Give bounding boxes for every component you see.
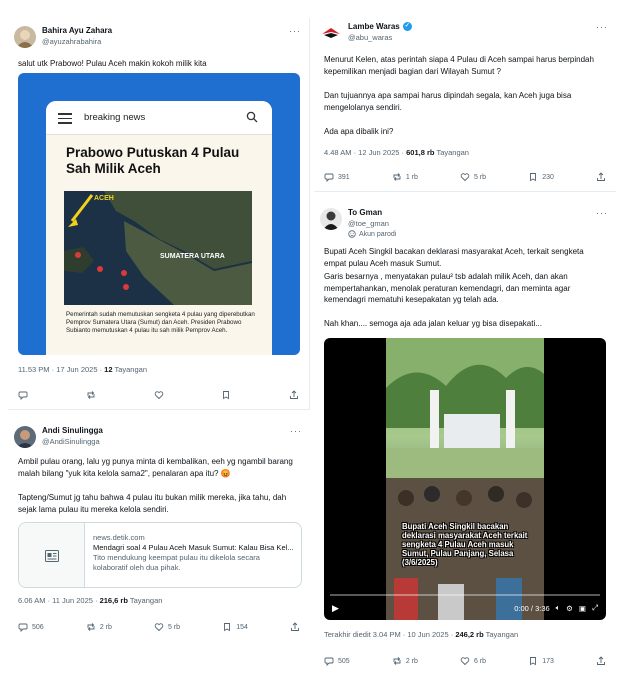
repost-icon [86,390,96,400]
fullscreen-icon[interactable]: ⤢ [592,603,598,612]
map-image [64,191,252,305]
volume-icon[interactable]: 🔈︎ [555,603,561,612]
article-icon [19,523,85,588]
parody-badge [348,230,396,238]
tweet-text: salut utk Prabowo! Pulau Aceh makin kokoh milik kita [18,59,207,68]
tweet-card[interactable] [314,14,616,192]
avatar[interactable] [14,26,36,48]
tweet-meta [18,365,147,374]
like-button[interactable]: 6 rb [460,656,486,666]
author-handle[interactable]: @ayuzahrabahira [42,37,102,46]
share-button[interactable] [289,390,299,400]
card-domain: news.detik.com [93,533,145,542]
news-screenshot [46,101,272,355]
news-caption: Pemerintah sudah memutuskan sengketa 4 pulau yang diperebutkan Pemprov Sumatera Utara (Sumut) dan Aceh. Presiden Prabowo Subianto memutuskan 4 pulau itu sah milik Pemprov Aceh. [66,311,255,334]
bookmark-icon [528,172,538,182]
timestamp[interactable]: 11.53 PM · 17 Jun 2025 · [18,365,105,374]
reply-icon [324,656,334,666]
author-name[interactable]: Lambe Waras [348,22,400,31]
share-button[interactable] [596,656,606,666]
view-count: 246,2 rb [455,630,484,639]
bookmark-button[interactable] [221,390,235,400]
author-handle[interactable]: @toe_gman [348,219,389,228]
bookmark-icon [528,656,538,666]
views-label: Tayangan [434,148,469,157]
app-bar-label: breaking news [84,112,146,123]
heart-icon [460,656,470,666]
heart-icon [154,390,164,400]
repost-button[interactable]: 1 rb [392,172,418,182]
views-label: Tayangan [127,596,163,605]
reply-button[interactable]: 506 [18,622,44,632]
author-name[interactable]: Bahira Ayu Zahara [42,26,113,35]
tweet-header [14,24,305,54]
like-button[interactable]: 5 rb [154,622,180,632]
card-title: Mendagri soal 4 Pulau Aceh Masuk Sumut: Kalau Bisa Kel... [93,543,294,552]
video-frame [386,338,544,620]
video-time: 0:00 / 3:36 [514,603,550,613]
action-bar [18,388,299,402]
tweet-text: Nah khan.... semoga aja ada jalan keluar yg bisa disepakati... [324,319,542,328]
views-label: Tayangan [112,365,147,374]
view-count: 216,6 rb [99,596,128,605]
tweet-text: Tapteng/Sumut jg tahu bahwa 4 pulau itu bukan milik mereka, jika tahu, dah sejak lama pulau itu mereka kelola sendiri. [18,493,287,514]
reply-button[interactable]: 391 [324,172,350,182]
heart-icon [460,172,470,182]
theater-mask-icon [348,230,356,238]
bookmark-button[interactable]: 154 [222,622,248,632]
tweet-meta [324,630,518,639]
view-count: 12 [104,365,113,374]
author-name[interactable]: To Gman [348,208,383,217]
views-label: Tayangan [483,630,519,639]
share-icon [290,622,300,632]
share-button[interactable] [290,622,300,632]
reply-icon [324,172,334,182]
video-player[interactable] [324,338,606,620]
reply-button[interactable]: 505 [324,656,350,666]
repost-button[interactable]: 2 rb [86,622,112,632]
heart-icon [154,622,164,632]
tweet-text: Ambil pulau orang, lalu yg punya minta di kembalikan, eeh yg ngambil barang malah bilang "yuk kita kelola sama2", penalaran apa itu? 😡 [18,457,293,478]
reply-icon [18,622,28,632]
card-description: Tito mendukung keempat pulau itu dikelola secara kolaboratif oleh dua pihak. [93,553,260,572]
tweet-text: Bupati Aceh Singkil bacakan deklarasi masyarakat Aceh, terkait sengketa empat pulau Aceh masuk Sumut. [324,247,584,268]
bookmark-button[interactable]: 230 [528,172,554,182]
more-options-icon[interactable]: ··· [596,22,608,32]
avatar[interactable] [320,22,342,44]
action-bar [18,620,300,634]
video-controls [324,596,606,620]
map-label-sumut: SUMATERA UTARA [160,253,225,260]
bookmark-icon [221,390,231,400]
action-bar [324,654,606,668]
map-label-aceh: ACEH [94,195,114,202]
tweet-header [14,424,306,454]
action-bar [324,170,606,184]
more-options-icon[interactable]: ··· [289,26,301,36]
share-icon [289,390,299,400]
view-count: 601,8 rb [406,148,435,157]
author-handle[interactable]: @abu_waras [348,33,393,42]
settings-icon[interactable]: ⚙︎ [566,603,573,613]
share-icon [596,172,606,182]
tweet-text: Menurut Kelen, atas perintah siapa 4 Pulau di Aceh sampai harus berpindah kepemilikan menjadi bagian dari Wilayah Sumut ? [324,55,594,76]
verified-badge-icon: ✓ [404,23,410,29]
timestamp[interactable]: 4.48 AM · 12 Jun 2025 · [324,148,407,157]
tweet-text: Dan tujuannya apa sampai harus dipindah segala, kan Aceh juga bisa mengelolanya sendiri. [324,91,572,112]
reply-icon [18,390,28,400]
tweet-text: Ada apa dibalik ini? [324,127,394,136]
app-bar [46,101,272,135]
avatar[interactable] [14,426,36,448]
link-card[interactable] [18,522,302,588]
like-button[interactable] [154,390,168,400]
share-button[interactable] [596,172,606,182]
timestamp[interactable]: 6.06 AM · 11 Jun 2025 · [18,596,100,605]
tweet-card[interactable] [314,200,616,676]
tweet-text: Garis besarnya , menyatakan pulau² tsb adalah milik Aceh, dan akan mempertahankan, menolak peraturan kemendagri, dan meminta agar kemendagri mematuhi kesepakatan yg telah ada. [324,272,571,304]
tweet-card[interactable] [8,18,310,410]
tweet-meta [18,596,162,605]
timestamp[interactable]: Terakhir diedit 3.04 PM · 10 Jun 2025 · [324,630,456,639]
bookmark-icon [222,622,232,632]
pip-icon[interactable]: ▣ [578,603,586,613]
author-name[interactable]: Andi Sinulingga [42,426,103,435]
tweet-meta [324,148,469,157]
bookmark-button[interactable]: 173 [528,656,554,666]
search-icon [246,111,258,123]
reply-button[interactable] [18,390,32,400]
repost-icon [392,172,402,182]
parody-label: Akun parodi [359,230,397,238]
like-button[interactable]: 5 rb [460,172,486,182]
avatar[interactable] [320,208,342,230]
tweet-card[interactable] [8,418,310,640]
tweet-header [320,20,612,50]
repost-icon [392,656,402,666]
author-handle[interactable]: @AndiSinulingga [42,437,100,446]
tweet-header [320,206,612,236]
repost-button[interactable]: 2 rb [392,656,418,666]
share-icon [596,656,606,666]
more-options-icon[interactable]: ··· [290,426,302,436]
repost-button[interactable] [86,390,100,400]
tweet-image[interactable] [18,73,300,355]
menu-icon [58,113,72,127]
news-headline: Prabowo Putuskan 4 Pulau Sah Milik Aceh [66,145,240,176]
play-icon[interactable]: ▶ [332,602,339,613]
video-overlay-caption: Bupati Aceh Singkil bacakan deklarasi masyarakat Aceh terkait sengketa 4 Pulau Aceh masuk Sumut, Pulau Panjang, Selasa (3/6/2025) [402,522,528,567]
repost-icon [86,622,96,632]
more-options-icon[interactable]: ··· [596,208,608,218]
